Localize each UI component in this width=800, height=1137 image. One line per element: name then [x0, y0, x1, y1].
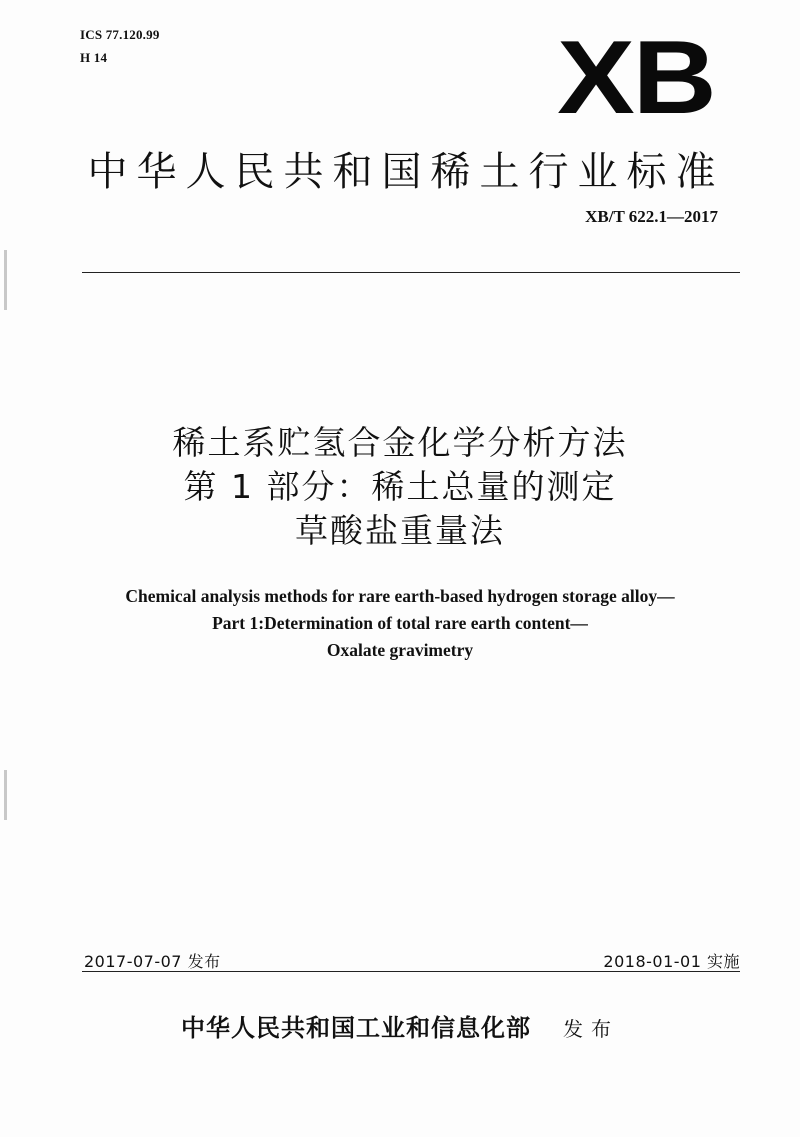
scan-edge-mark — [4, 770, 7, 820]
classification-code: H 14 — [80, 50, 108, 65]
xb-logo: XB — [556, 20, 714, 136]
ics-code: ICS 77.120.99 — [80, 27, 160, 42]
title-cn-line1: 稀土系贮氢合金化学分析方法 — [172, 423, 628, 462]
publisher-action: 发布 — [563, 1017, 619, 1041]
title-en-line1: Chemical analysis methods for rare earth-based hydrogen storage alloy— — [125, 586, 675, 606]
title-cn-line3: 草酸盐重量法 — [295, 511, 505, 550]
top-divider — [82, 272, 740, 273]
organization-title: 中华人民共和国稀土行业标准 — [87, 149, 725, 195]
issue-date: 2017-07-07 发布 — [84, 952, 221, 971]
title-en-line2: Part 1:Determination of total rare earth content— — [212, 613, 588, 633]
bottom-divider — [82, 971, 740, 972]
scan-edge-mark — [4, 250, 7, 310]
title-cn-line2: 第 1 部分：稀土总量的测定 — [183, 467, 617, 506]
publisher-line — [0, 1008, 800, 1043]
implementation-date: 2018-01-01 实施 — [603, 952, 740, 971]
publisher-name: 中华人民共和国工业和信息化部 — [181, 1013, 531, 1042]
title-en-line3: Oxalate gravimetry — [326, 640, 474, 660]
standard-number: XB/T 622.1—2017 — [585, 207, 718, 226]
